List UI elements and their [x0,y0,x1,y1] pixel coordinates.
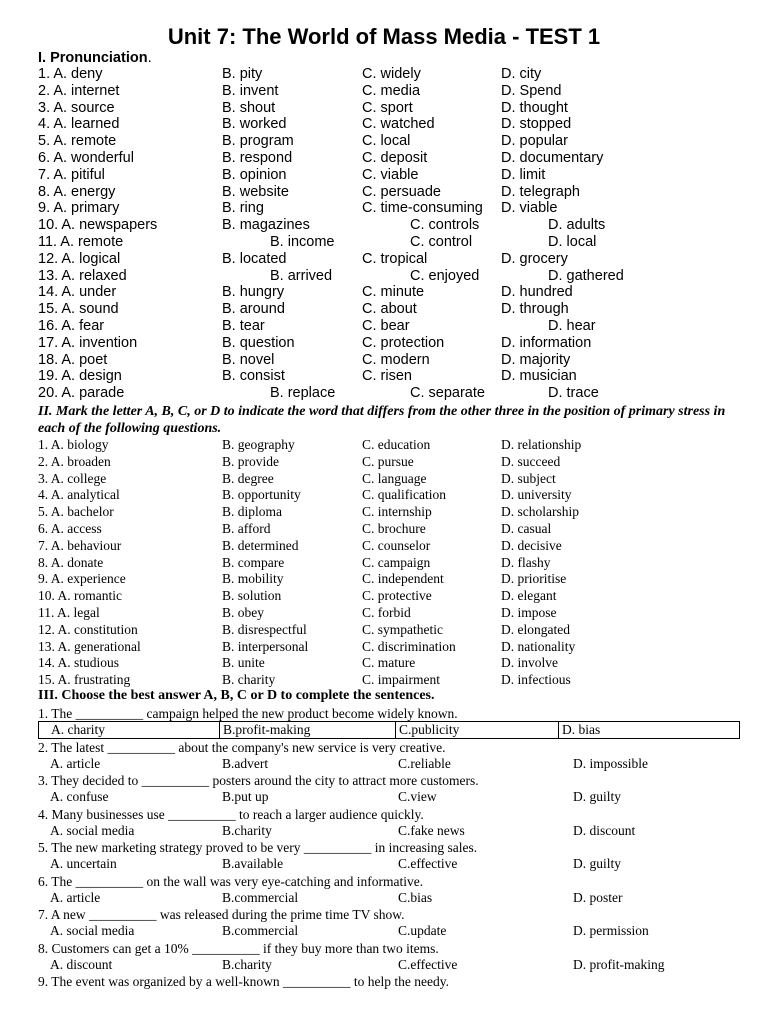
option-a: 2. A. broaden [38,453,111,469]
answer-options [0,856,768,873]
answer-option-a: A. article [50,755,101,771]
option-a: 4. A. analytical [38,487,120,503]
answer-option-c: C.effective [398,856,458,871]
answer-option-c: C.fake news [398,822,465,838]
option-a: 3. A. college [38,470,107,486]
pronunciation-item [0,116,768,133]
option-b: B. pity [222,66,263,82]
option-a: 14. A. studious [38,655,120,671]
page-title: Unit 7: The World of Mass Media - TEST 1 [167,24,601,49]
question-text: 9. The event was organized by a well-known __________ to help the needy. [38,974,450,989]
option-d: D. flashy [501,554,551,570]
option-d: D. scholarship [501,504,579,520]
option-d: D. documentary [501,150,604,166]
question-text: 8. Customers can get a 10% __________ if they buy more than two items. [38,940,439,956]
option-b: B. disrespectful [222,621,307,637]
option-c: C. controls [410,217,480,234]
option-b: B. interpersonal [222,638,309,654]
answer-option-d: D. bias [562,722,601,737]
answer-option-c: C.view [398,789,437,804]
option-c: C. brochure [362,521,426,536]
option-a: 18. A. poet [38,351,108,368]
option-d: D. majority [501,351,571,368]
option-c: C. education [362,437,431,452]
answer-option-d: D. poster [573,889,623,905]
pronunciation-item [0,167,768,184]
option-b: B. novel [222,351,275,368]
option-b: B. degree [222,470,274,486]
pronunciation-item [0,100,768,117]
option-d: D. hundred [501,284,573,301]
question-text: 5. The new marketing strategy proved to be very __________ in increasing sales. [38,840,478,855]
stress-item [0,504,768,521]
answer-option-b: B.charity [222,822,272,838]
option-b: B. magazines [222,217,310,234]
option-b: B. diploma [222,504,282,520]
option-d: D. infectious [501,672,571,688]
option-c: C. persuade [362,183,441,200]
option-a: 6. A. wonderful [38,150,134,166]
option-b: B. charity [222,672,276,688]
option-a: 12. A. constitution [38,621,138,637]
table-divider [219,722,220,738]
pronunciation-item [0,385,768,402]
option-d: D. decisive [501,537,562,553]
answer-option-d: D. discount [573,822,636,838]
option-a: 10. A. newspapers [38,217,158,234]
option-a: 2. A. internet [38,82,120,99]
answer-option-d: D. guilty [573,789,622,804]
option-a: 17. A. invention [38,334,138,351]
stress-item [0,571,768,588]
stress-item [0,454,768,471]
option-d: D. adults [548,217,606,234]
option-d: D. elongated [501,621,570,637]
answer-option-b: B.commercial [222,923,299,938]
pronunciation-item [0,301,768,318]
answer-option-c: C.update [398,923,447,938]
option-c: C. modern [362,351,430,368]
option-c: C. media [362,82,421,99]
option-a: 16. A. fear [38,318,105,334]
option-b: B. opinion [222,166,287,183]
stress-item [0,622,768,639]
option-a: 11. A. remote [38,234,124,250]
option-a: 9. A. experience [38,571,126,587]
option-d: D. succeed [501,453,561,469]
stress-item [0,521,768,538]
answer-option-a: A. social media [50,822,135,838]
option-a: 19. A. design [38,368,122,385]
option-d: D. limit [501,166,546,183]
option-b: B. question [222,334,295,351]
option-c: C. discrimination [362,638,456,654]
option-b: B. opportunity [222,487,301,503]
answer-option-d: D. guilty [573,856,622,871]
option-d: D. grocery [501,250,568,267]
option-c: C. viable [362,166,419,183]
option-c: C. protection [362,334,445,351]
answer-option-b: B.profit-making [223,722,311,737]
option-c: C. independent [362,571,444,587]
stress-item [0,605,768,622]
answer-option-a: A. discount [50,956,113,972]
answer-option-b: B.advert [222,755,269,771]
stress-item [0,555,768,572]
answer-option-a: A. social media [50,923,135,938]
option-b: B. invent [222,82,279,99]
option-c: C. protective [362,588,432,604]
option-a: 1. A. biology [38,437,109,452]
option-b: B. obey [222,605,264,620]
option-c: C. language [362,470,427,486]
option-b: B. afford [222,521,271,536]
option-b: B. program [222,133,294,150]
option-d: D. Spend [501,82,562,99]
option-c: C. about [362,301,417,318]
question-text: 1. The __________ campaign helped the new product become widely known. [38,706,458,721]
pronunciation-item [0,66,768,83]
pronunciation-item [0,318,768,335]
option-d: D. viable [501,200,558,217]
option-a: 11. A. legal [38,605,100,620]
pronunciation-item [0,217,768,234]
pronunciation-item [0,368,768,385]
option-b: B. website [222,183,289,200]
stress-item [0,487,768,504]
option-b: B. tear [222,318,265,334]
answer-options-table [38,721,740,739]
option-b: B. shout [222,99,276,116]
pronunciation-item [0,200,768,217]
option-c: C. watched [362,116,435,133]
answer-options [0,957,768,974]
option-a: 15. A. sound [38,301,119,318]
option-b: B. compare [222,554,285,570]
option-b: B. ring [222,200,264,217]
answer-option-b: B.commercial [222,889,299,905]
answer-option-b: B.charity [222,956,272,972]
option-c: C. mature [362,655,416,671]
option-c: C. bear [362,318,410,334]
answer-options [0,756,768,773]
option-c: C. separate [410,385,485,402]
answer-option-a: A. charity [51,722,105,737]
option-b: B. respond [222,150,293,166]
option-d: D. telegraph [501,183,580,200]
option-d: D. local [548,234,597,250]
pronunciation-item [0,83,768,100]
option-d: D. trace [548,385,599,402]
stress-item [0,655,768,672]
pronunciation-item [0,352,768,369]
stress-item [0,437,768,454]
option-c: C. internship [362,504,432,520]
option-b: B. consist [222,368,285,385]
option-b: B. mobility [222,571,284,587]
option-c: C. minute [362,284,425,301]
answer-option-b: B.put up [222,789,269,804]
option-a: 6. A. access [38,521,102,536]
option-a: 12. A. logical [38,250,121,267]
option-d: D. university [501,487,572,503]
option-b: B. provide [222,453,279,469]
option-c: C. impairment [362,672,440,688]
option-d: D. relationship [501,437,582,452]
option-d: D. elegant [501,588,557,604]
answer-option-c: C.bias [398,889,433,905]
option-b: B. income [270,234,335,250]
option-c: C. forbid [362,605,411,620]
option-d: D. casual [501,521,552,536]
option-a: 7. A. behaviour [38,537,122,553]
option-d: D. information [501,334,592,351]
option-a: 15. A. frustrating [38,672,131,688]
option-c: C. counselor [362,537,431,553]
section-3-heading: III. Choose the best answer A, B, C or D to complete the sentences. [38,688,435,703]
option-c: C. sympathetic [362,621,443,637]
answer-options [0,890,768,907]
option-a: 20. A. parade [38,385,125,402]
option-c: C. tropical [362,250,428,267]
option-c: C. pursue [362,453,414,469]
question-text: 4. Many businesses use __________ to reach a larger audience quickly. [38,806,424,822]
section-1-heading-end: . [147,50,152,66]
option-d: D. hear [548,318,596,334]
question-text: 2. The latest __________ about the company's new service is very creative. [38,739,446,755]
option-b: B. determined [222,537,299,553]
option-c: C. risen [362,368,412,385]
answer-option-d: D. impossible [573,755,649,771]
option-a: 13. A. relaxed [38,267,127,284]
option-d: D. thought [501,99,568,116]
option-d: D. city [501,66,542,82]
option-c: C. local [362,133,411,150]
option-a: 8. A. donate [38,554,104,570]
stress-item [0,588,768,605]
question-text: 3. They decided to __________ posters around the city to attract more customers. [38,773,479,788]
section-2-heading: II. Mark the letter A, B, C, or D to indicate the word that differs from the other three in the position of primary stress in each of the following questions. [38,404,726,436]
answer-options [0,789,768,806]
option-a: 1. A. deny [38,66,103,82]
pronunciation-item [0,335,768,352]
answer-option-c: C.publicity [399,722,460,737]
pronunciation-item [0,234,768,251]
option-d: D. stopped [501,116,572,133]
answer-options [0,823,768,840]
option-c: C. deposit [362,150,428,166]
question-text: 6. The __________ on the wall was very eye-catching and informative. [38,873,424,889]
option-c: C. campaign [362,554,431,570]
answer-option-d: D. profit-making [573,956,665,972]
option-a: 7. A. pitiful [38,166,105,183]
option-c: C. qualification [362,487,446,503]
option-a: 10. A. romantic [38,588,122,604]
option-c: C. enjoyed [410,267,480,284]
pronunciation-item [0,251,768,268]
answer-options [0,923,768,940]
section-1-heading [38,50,152,66]
option-a: 4. A. learned [38,116,120,133]
option-b: B. located [222,250,287,267]
table-divider [558,722,559,738]
option-d: D. gathered [548,267,624,284]
option-a: 5. A. remote [38,133,117,150]
option-a: 8. A. energy [38,183,116,200]
option-a: 9. A. primary [38,200,120,217]
option-b: B. arrived [270,267,333,284]
option-b: B. unite [222,655,265,671]
option-a: 14. A. under [38,284,117,301]
option-b: B. around [222,301,285,318]
answer-option-a: A. article [50,889,101,905]
table-divider [395,722,396,738]
stress-item [0,672,768,689]
option-d: D. musician [501,368,577,385]
option-d: D. subject [501,470,556,486]
stress-item [0,538,768,555]
pronunciation-item [0,284,768,301]
answer-option-d: D. permission [573,923,649,938]
option-b: B. solution [222,588,282,604]
option-d: D. impose [501,605,557,620]
option-b: B. hungry [222,284,285,301]
answer-option-a: A. uncertain [50,856,117,871]
option-b: B. replace [270,385,336,402]
option-d: D. through [501,301,569,318]
answer-option-b: B.available [222,856,284,871]
option-d: D. prioritise [501,571,567,587]
option-a: 3. A. source [38,99,115,116]
option-a: 5. A. bachelor [38,504,114,520]
section-1-heading-text: I. Pronunciation [38,50,148,66]
pronunciation-item [0,184,768,201]
option-d: D. popular [501,133,568,150]
option-c: C. time-consuming [362,200,483,217]
pronunciation-item [0,150,768,167]
question-text: 7. A new __________ was released during the prime time TV show. [38,907,405,922]
option-c: C. sport [362,99,413,116]
option-b: B. worked [222,116,287,133]
option-a: 13. A. generational [38,638,141,654]
option-d: D. nationality [501,638,576,654]
stress-item [0,639,768,656]
option-b: B. geography [222,437,295,452]
pronunciation-item [0,133,768,150]
pronunciation-item [0,268,768,285]
option-c: C. control [410,234,473,250]
answer-option-c: C.effective [398,956,458,972]
option-c: C. widely [362,66,421,82]
stress-item [0,471,768,488]
answer-option-a: A. confuse [50,789,109,804]
option-d: D. involve [501,655,558,671]
answer-option-c: C.reliable [398,755,451,771]
